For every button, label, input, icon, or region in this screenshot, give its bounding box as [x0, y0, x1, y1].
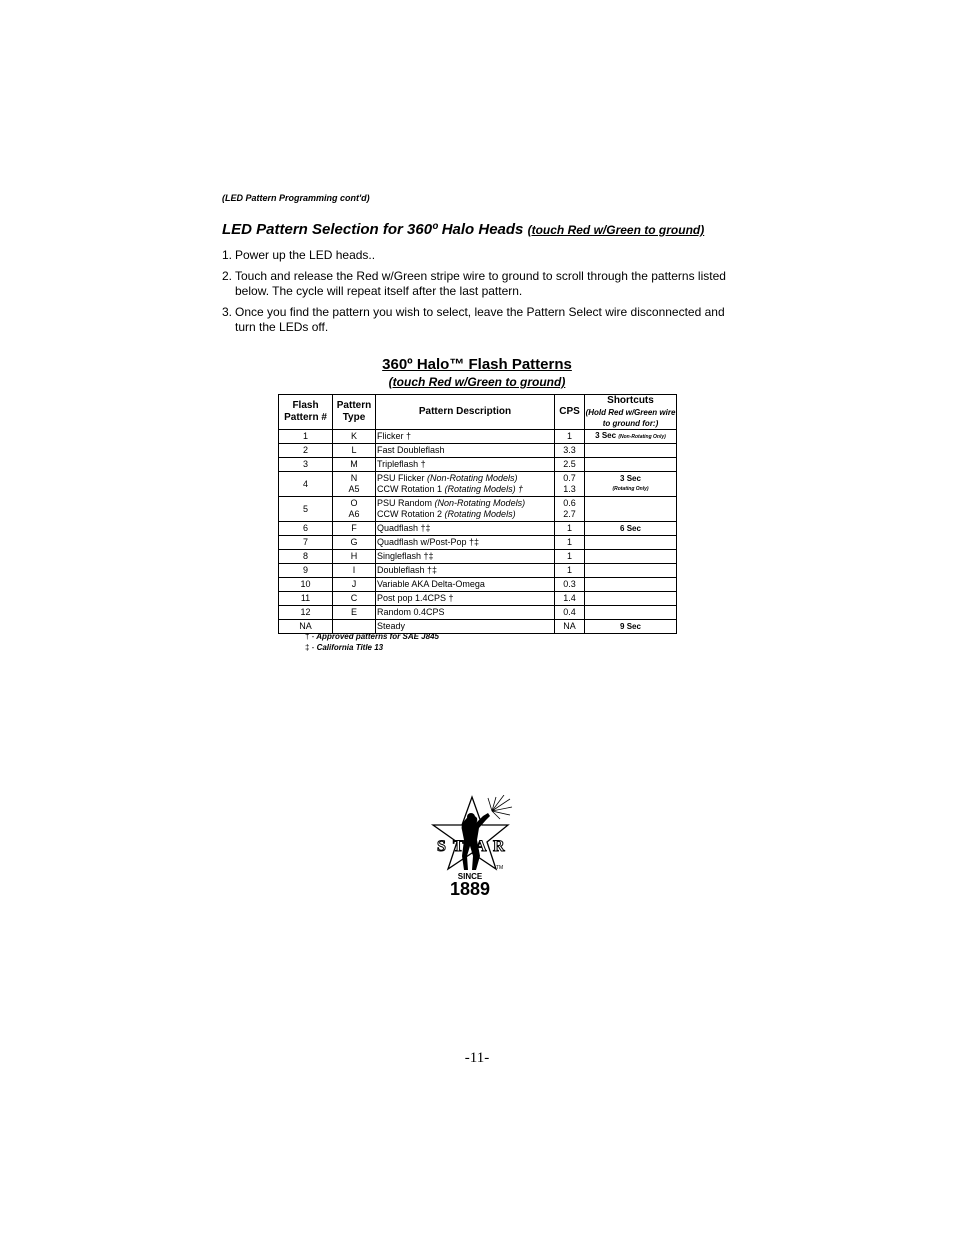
header-shortcuts: Shortcuts (Hold Red w/Green wire to ground for:) — [585, 395, 676, 428]
logo-letter-s: S — [437, 838, 446, 855]
logo-letter-a: A — [475, 838, 487, 855]
logo-trademark: TM — [496, 865, 504, 871]
shortcut-3sec-nonrotating: 3 Sec (Non-Rotating Only) — [585, 430, 677, 444]
step-item: 1. Power up the LED heads.. — [222, 248, 376, 262]
table-row: 10 J Variable AKA Delta-Omega 0.3 — [279, 578, 677, 592]
header-cps: CPS — [555, 395, 585, 430]
step-item: 3. Once you find the pattern you wish to select, leave the Pattern Select wire disconnected and turn the LEDs off. — [222, 305, 725, 334]
shortcut-3sec-rotating: 3 Sec (Rotating Only) — [585, 472, 677, 497]
page-number: -11- — [464, 1050, 490, 1066]
table-row: 8 H Singleflash †‡ 1 — [279, 550, 677, 564]
section-heading-main: LED Pattern Selection for 360º Halo Heads — [222, 221, 524, 238]
footnote-california: ‡ - California Title 13 — [305, 643, 384, 652]
star-logo — [430, 795, 515, 900]
logo-letter-t: T — [453, 838, 464, 855]
table-row: 7 G Quadflash w/Post-Pop †‡ 1 — [279, 536, 677, 550]
table-row: 5 O A6 PSU Random (Non-Rotating Models) CCW Rotation 2 (Rotating Models) 0.6 2.7 — [279, 497, 677, 522]
step-item: 2. Touch and release the Red w/Green stripe wire to ground to scroll through the patterns listed below. The cycle will repeat itself after the last pattern. — [222, 269, 726, 298]
logo-year: 1889 — [449, 879, 491, 899]
table-row: 1 K Flicker † 1 3 Sec (Non-Rotating Only) — [279, 430, 677, 444]
table-row: 4 N A5 PSU Flicker (Non-Rotating Models) CCW Rotation 1 (Rotating Models) † 0.7 1.3 3 Sec (Rotating Only) — [279, 472, 677, 497]
table-row: NA Steady NA 9 Sec — [279, 620, 677, 634]
section-heading — [222, 221, 704, 238]
logo-since: SINCE — [457, 872, 483, 881]
table-row: 3 M Tripleflash † 2.5 — [279, 458, 677, 472]
table-title: 360º Halo™ Flash Patterns — [382, 356, 572, 373]
table-row: 9 I Doubleflash †‡ 1 — [279, 564, 677, 578]
table-row: 6 F Quadflash †‡ 1 6 Sec — [279, 522, 677, 536]
header-pattern-type: Pattern Type — [333, 395, 376, 430]
header-shortcuts-hint: (Hold Red w/Green wire to ground for:) — [585, 408, 676, 428]
footnote-sae: † - Approved patterns for SAE J845 — [305, 632, 439, 641]
logo-letter-r: R — [493, 838, 505, 855]
shortcut-9sec: 9 Sec — [585, 620, 677, 634]
table-row: 12 E Random 0.4CPS 0.4 — [279, 606, 677, 620]
table-header-row — [279, 395, 677, 430]
section-heading-sub: (touch Red w/Green to ground) — [527, 223, 705, 237]
flash-patterns-table — [278, 394, 677, 634]
table-subtitle: (touch Red w/Green to ground) — [388, 375, 566, 389]
instruction-steps — [222, 248, 732, 341]
star-logo-graphic — [430, 795, 515, 900]
continued-note: (LED Pattern Programming cont'd) — [222, 193, 370, 203]
table-row: 11 C Post pop 1.4CPS † 1.4 — [279, 592, 677, 606]
shortcut-6sec: 6 Sec — [585, 522, 677, 536]
header-flash-pattern: Flash Pattern # — [279, 395, 333, 430]
header-pattern-description: Pattern Description — [376, 395, 555, 430]
table-row: 2 L Fast Doubleflash 3.3 — [279, 444, 677, 458]
